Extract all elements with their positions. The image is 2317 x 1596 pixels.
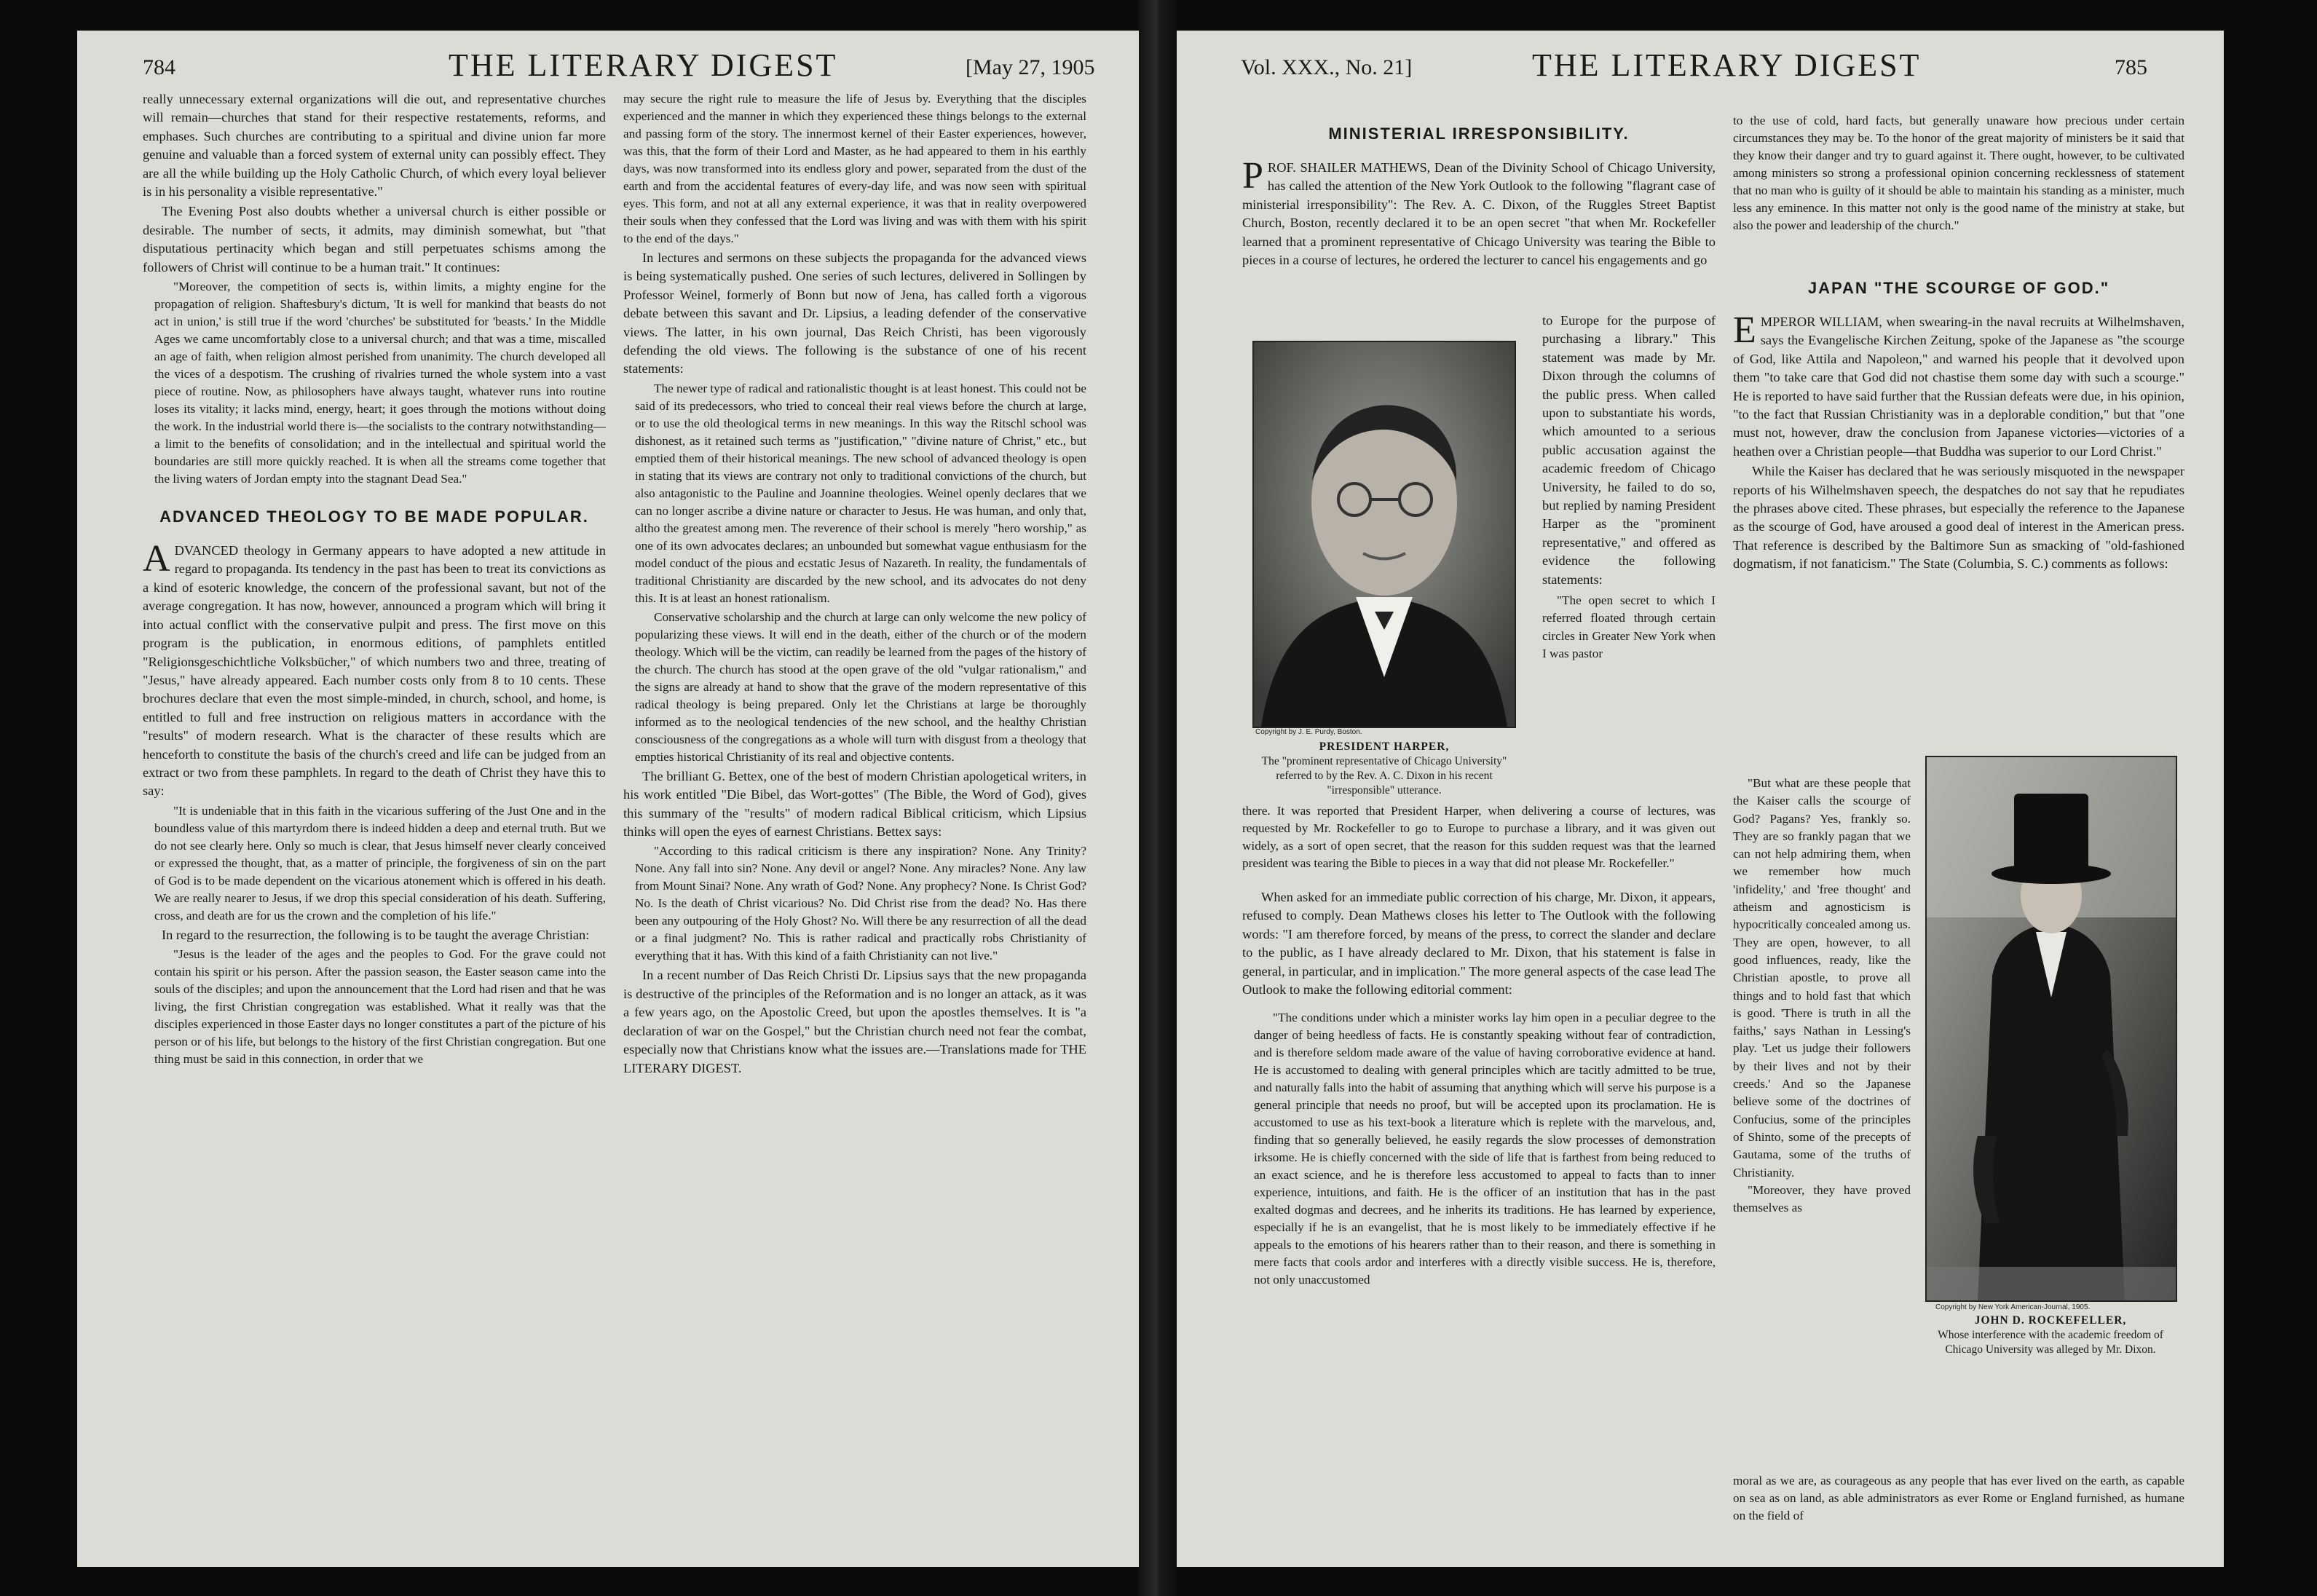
article-heading: ADVANCED THEOLOGY TO BE MADE POPULAR. [159, 507, 589, 526]
right-column-2-bottom [1733, 1472, 2184, 1526]
president-harper-photo [1252, 341, 1516, 728]
caption-name: JOHN D. ROCKEFELLER, [1974, 1314, 2127, 1327]
block-quote: The newer type of radical and rationalistic thought is at least honest. This could not be said of its predecessors, who tried to conceal their real views before the church at large, or to use the old theological terms in new meanings. In this way the Ritschl school was dishonest, as it retained such terms as "justification," "divine nature of Christ," etc., but emptied them of their historical meanings. The new school of advanced theology is open in stating that its views are contrary not only to traditional convictions of the church, but also antagonistic to the Pauline and Joannine theologies. Weinel openly declares that we can no longer ascribe a divine nature or character to Jesus. He was human, and only that, altho the greatest among men. The reverence of their school is merely "hero worship," as one of its own advocates declares; an unbounded but somewhat vague enthusiasm for the model conduct of the pious and ecstatic Jesus of Nazareth. In reality, the fundamentals of traditional Christianity are discarded by the new school, and its advocates do not deny this. It is at least an honest rationalism. [635, 381, 1086, 605]
block-quote: to the use of cold, hard facts, but generally unaware how precious under certain circumstances they may be. To the honor of the great majority of ministers be it said that they know their danger and try to guard against it. There ought, however, to be cultivated among ministers so strong a professional opinion concerning recklessness of statement that no man who is guilty of it should be able to maintain his standing as a minister, much less any eminence. In this matter not only is the good name of the ministry at stake, but also the power and leadership of the church." [1733, 114, 2184, 232]
page-number: 784 [143, 55, 175, 79]
masthead: THE LITERARY DIGEST [449, 47, 838, 83]
paragraph: The Evening Post also doubts whether a universal church is either possible or desirable. The number of sects, it admits, may diminish somewhat, but "that disputatious pertinacity which began and still perpetuates schisms among the followers of Christ will continue to be a human trait." It continues: [143, 204, 606, 274]
block-quote: "The open secret to which I referred floated through certain circles in Greater New York when I was pastor [1542, 593, 1716, 660]
right-column-1-top [1242, 124, 1716, 271]
block-quote: "Moreover, the competition of sects is, within limits, a mighty engine for the propagation of religion. Shaftesbury's dictum, 'It is well for mankind that beasts do not act in union,' is still true if the word 'churches' be substituted for 'beasts.' In the Middle Ages we came uncomfortably close to a universal church; and that was a time, miscalled an age of faith, when religion almost perished from unanimity. The church developed all the vices of a despotism. The crushing of rivalries turned the whole system into a vast piece of routine. Now, as philosophers have always taught, whatever runs into routine loses its vitality; it lacks mind, energy, heart; it goes through the motions without doing the work. In the industrial world there is—the socialists to the contrary notwithstanding—a limit to the benefits of consolidation; and in the intellectual and spiritual world the boundaries are still more quickly reached. It is when all the streams come together that the living waters of Jordan empty into the stagnant Dead Sea." [154, 280, 606, 486]
block-quote: "But what are these people that the Kaiser calls the scourge of God? Pagans? Yes, frankly so. They are so frankly pagan that we can not help admiring them, when we remember how much 'infidelity,' and 'free thought' and atheism and agnosticism is hypocritically concealed among us. They are open, however, to all good influences, ready, like the Christian apostle, to prove all things and to hold fast that which is good. 'There is truth in all the faiths,' says Nathan in Lessing's play. 'Let us judge their followers by their lives and not by their creeds.' And so the Japanese believe some of the doctrines of Confucius, some of the principles of Shinto, some of the precepts of Gautama, some of the truths of Christianity. [1733, 776, 1911, 1180]
block-quote: "According to this radical criticism is there any inspiration? None. Any Trinity? None. Any fall into sin? None. Any devil or angel? None. Any miracles? None. Any law from Mount Sinai? None. Any wrath of God? None. Any prophecy? None. Is Christ God? No. Is the death of Christ vicarious? No. Did Christ rise from the dead? No. Has there been any outpouring of the Holy Ghost? No. Will there be any resurrection of all the dead or a final judgment? No. This is rather radical and practically robs Christianity of everything that it has. With this kind of a faith Christianity can not live." [635, 844, 1086, 963]
caption-name: PRESIDENT HARPER, [1319, 740, 1450, 753]
caption-text: The "prominent representative of Chicago University" referred to by the Rev. A. C. Dixon in his recent "irresponsible" utterance. [1261, 755, 1507, 797]
book-gutter [1139, 0, 1177, 1596]
block-quote: may secure the right rule to measure the life of Jesus by. Everything that the disciples experienced and the manner in which they experienced these things belongs to the external and passing form of the story. The innermost kernel of their Easter experiences, however, was this, that the form of their Lord and Master, as he had appeared to them in his earthly days, was now transformed into its endless glory and power, separated from the dust of the earth and from the accidental features of every-day life, and was now seen with spiritual eyes. This form, and not at all any external experience, it was that in reality overpowered their souls when they confessed that the Lord was living and was with them with his spirit to the end of the days." [623, 92, 1086, 245]
right-column-1-bottom [1242, 802, 1716, 1290]
issue-date: [May 27, 1905 [966, 55, 1095, 79]
photo-wrap-text [1542, 312, 1716, 792]
photo-credit: Copyright by J. E. Purdy, Boston. [1255, 728, 1362, 736]
left-column-1 [143, 90, 606, 1070]
paragraph: In a recent number of Das Reich Christi Dr. Lipsius says that the new propaganda is destructive of the principles of the Reformation and is no longer an attack, as it was a few years ago, on the Apostolic Creed, but upon the apostles themselves. It is "a declaration of war on the Gospel," but the Christian church need not fear the combat, especially now that Christians know what the issues are.—Translations made for THE LITERARY DIGEST. [623, 968, 1086, 1075]
paragraph: EMPEROR WILLIAM, when swearing-in the naval recruits at Wilhelmshaven, says the Evangelische Kirchen Zeitung, spoke of the Japanese as "the scourge of God, like Attila and Napoleon," and warned his people that it devolved upon them "to take care that God did not chastise them some day with such a scourge." He is reported to have said further that the Russian defeats were due, in his opinion, "to the fact that Russian Christianity was in a deplorable condition," but that "one must not, however, draw the conclusion from Japanese victories—victories of a heathen over a Christian people—that Buddha was superior to our Lord Christ." [1733, 309, 2184, 459]
paragraph: In regard to the resurrection, the following is to be taught the average Christian: [162, 927, 590, 942]
masthead: THE LITERARY DIGEST [1532, 47, 1922, 83]
left-column-2 [623, 90, 1086, 1079]
portrait-image [1254, 342, 1515, 727]
paragraph: to Europe for the purpose of purchasing a library." This statement was made by Mr. Dixon through the columns of the public press. When called upon to substantiate his words, which amounted to a serious public accusation against the academic freedom of Chicago University, he failed to do so, but replied by naming President Harper as the "prominent representative," and offered as evidence the following statements: [1542, 313, 1716, 587]
block-quote: there. It was reported that President Harper, when delivering a course of lectures, was requested by Mr. Rockefeller to go to Europe to purchase a library, and it was given out widely, as a sort of open secret, that the reason for this sudden request was that the learned president was tearing the Bible to pieces in a way that did not please Mr. Rockefeller." [1242, 804, 1716, 870]
paragraph: The brilliant G. Bettex, one of the best of modern Christian apologetical writers, in his work entitled "Die Bibel, das Wort-gottes" (The Bible, the Word of God), gives this summary of the "results" of modern radical Biblical criticism, which Lipsius thinks will open the eyes of earnest Christians. Bettex says: [623, 768, 1086, 840]
block-quote: moral as we are, as courageous as any people that has ever lived on the earth, as capable on sea as on land, as able administrators as ever Rome or England furnished, as humane on the field of [1733, 1474, 2184, 1522]
article-heading: MINISTERIAL IRRESPONSIBILITY. [1328, 125, 1630, 143]
photo-credit: Copyright by New York American-Journal, 1905. [1935, 1303, 2091, 1311]
paragraph: In lectures and sermons on these subjects the propaganda for the advanced views is being systematically pushed. One series of such lectures, delivered in Sollingen by Professor Weinel, formerly of Bonn but now of Jena, has called forth a vigorous debate between this savant and Dr. Lipsius, a leading defender of the conservative views. The latter, in his own journal, Das Reich Christi, has been vigorously defending the old views. The following is the substance of one of his recent statements: [623, 250, 1086, 376]
block-quote: "Jesus is the leader of the ages and the peoples to God. For the grave could not contain his spirit or his person. After the passion season, the Easter season came into the souls of the disciples; and upon the announcement that the Lord had risen and that he was living, the first Christian congregation was established. What it really was that the disciples experienced in those Easter days no longer constitutes a part of the picture of his person or of his life, but belongs to the history of the first Christian congregation. But one thing must be said in this connection, in order that we [154, 947, 606, 1067]
block-quote: Conservative scholarship and the church at large can only welcome the new policy of popularizing these views. It will end in the death, either of the church or of the modern theology. Which will be the victim, can readily be learned from the pages of the history of the church. The church has stood at the open grave of the old "vulgar rationalism," and the signs are already at hand to show that the grave of the modern representative of this radical theology is being prepared. Only let the Christians at large be thoroughly informed as to the neological tendencies of the new school, and the healthy Christian consciousness of the congregations as a whole will turn with disgust from a theology that empties historical Christianity of its real and objective contents. [635, 609, 1086, 764]
page-number: 785 [2115, 55, 2147, 79]
photo-caption [1250, 740, 1519, 798]
block-quote: "Moreover, they have proved themselves as [1733, 1182, 1911, 1215]
john-d-rockefeller-photo [1925, 756, 2177, 1302]
paragraph: While the Kaiser has declared that he was seriously misquoted in the newspaper reports of his Wilhelmshaven speech, the despatches do not say that he repudiates the phrases above cited. These phrases, but especially the reference to the Japanese as the scourge of God, have aroused a good deal of interest in the American press. That reference is described by the Baltimore Sun as smacking of "old-fashioned dogmatism, if not fanaticism." The State (Columbia, S. C.) comments as follows: [1733, 464, 2184, 572]
photo-wrap-text [1733, 775, 1911, 1472]
portrait-image [1927, 757, 2176, 1300]
photo-caption [1922, 1313, 2179, 1357]
block-quote: "The conditions under which a minister works lay him open in a peculiar degree to the danger of being heedless of facts. He is constantly speaking without fear of contradiction, and is therefore seldom made aware of the value of having corroborative evidence at hand. He is accustomed to dealing with general principles which are tacitly admitted to be true, and naturally falls into the habit of assuming that anything which will serve his purpose is a general principle that needs no proof, but will be accepted upon its proclamation. He is accustomed to use as his text-book a literature which is replete with the marvelous, and, finding that so generally believed, he easily regards the slow processes of demonstration irksome. He is chiefly concerned with the side of life that is farthest from being reduced to an exact science, and he is therefore less accustomed to appeal to facts than to inner experience, intuitions, and faith. He is the officer of an institution that has in the past exalted dogmas and decrees, and he inherits its traditions. He has learned by experience, especially if he is an evangelist, that he is most likely to be immediately effective if he appeals to the emotions of his hearers rather than to their reason, and there is something in mere facts that cools ardor and interferes with a directly visible success. He is, therefore, not only unaccustomed [1254, 1011, 1716, 1287]
right-running-head [1241, 45, 2187, 83]
article-heading: JAPAN "THE SCOURGE OF GOD." [1807, 279, 2110, 297]
left-running-head [143, 45, 1133, 83]
right-column-2-top [1733, 112, 2184, 575]
block-quote: "It is undeniable that in this faith in the vicarious suffering of the Just One and in the boundless value of this martyrdom there is indeed hidden a deep and eternal truth. But we do not see clearly here. Only so much is clear, that Jesus himself never clearly conceived or expressed the thought, that, as a matter of principle, the forgiveness of sin on the part of God is to be made dependent on the vicarious atonement which is offered in his death. We are really nearer to Jesus, if we drop this special consideration of his death. Suffering, cross, and death are for us the crown and the completion of his life." [154, 803, 606, 923]
paragraph: ADVANCED theology in Germany appears to have adopted a new attitude in regard to propaganda. Its tendency in the past has been to treat its convictions as a kind of esoteric knowledge, the concern of the professional savant, but not of the average congregation. It has now, however, announced a program which will bring it into actual conflict with the conservative pulpit and press. The first move on this program is the publication, in enormous editions, of pamphlets entitled "Religionsgeschichtliche Volksbücher," of which numbers two and three, treating of "Jesus," have already appeared. Each number costs only from 8 to 10 cents. These brochures declare that even the most simple-minded, in church, school, and home, is entitled to full and free instruction on religious matters in accordance with the "results" of modern research. What is the character of these results which are henceforth to constitute the basis of the church's creed and life can be judged from an extract or two from these pamphlets. In regard to the death of Christ they have this to say: [143, 538, 606, 799]
volume-number: Vol. XXX., No. 21] [1241, 55, 1413, 79]
paragraph: When asked for an immediate public correction of his charge, Mr. Dixon, it appears, refused to comply. Dean Mathews closes his letter to The Outlook with the following words: "I am therefore forced, by means of the press, to correct the slander and declare to the public, as I have already declared to Mr. Dixon, that his statement is false in general, in particular, and in implication." The more general aspects of the case lead The Outlook to make the following editorial comment: [1242, 890, 1716, 998]
paragraph: PROF. SHAILER MATHEWS, Dean of the Divinity School of Chicago University, has called the attention of the New York Outlook to the following "flagrant case of ministerial irresponsibility": The Rev. A. C. Dixon, of the Ruggles Street Baptist Church, Boston, recently declared it to be an open secret "that when Mr. Rockefeller learned that a prominent representative of Chicago University was tearing the Bible to pieces in a course of lectures, he ordered the lecturer to cancel his engagements and go [1242, 155, 1716, 268]
paragraph: really unnecessary external organizations will die out, and representative churches will remain—churches that stand for their respective restatements, reforms, and emphases. Such churches are contributing to a spiritual and divine union far more genuine and valuable than a forced system of external unity can possibly effect. They are all the while building up the Holy Catholic Church, of which every loyal believer is in his personality a visible representative." [143, 92, 606, 200]
caption-text: Whose interference with the academic freedom of Chicago University was alleged by Mr. Dixon. [1938, 1329, 2163, 1356]
